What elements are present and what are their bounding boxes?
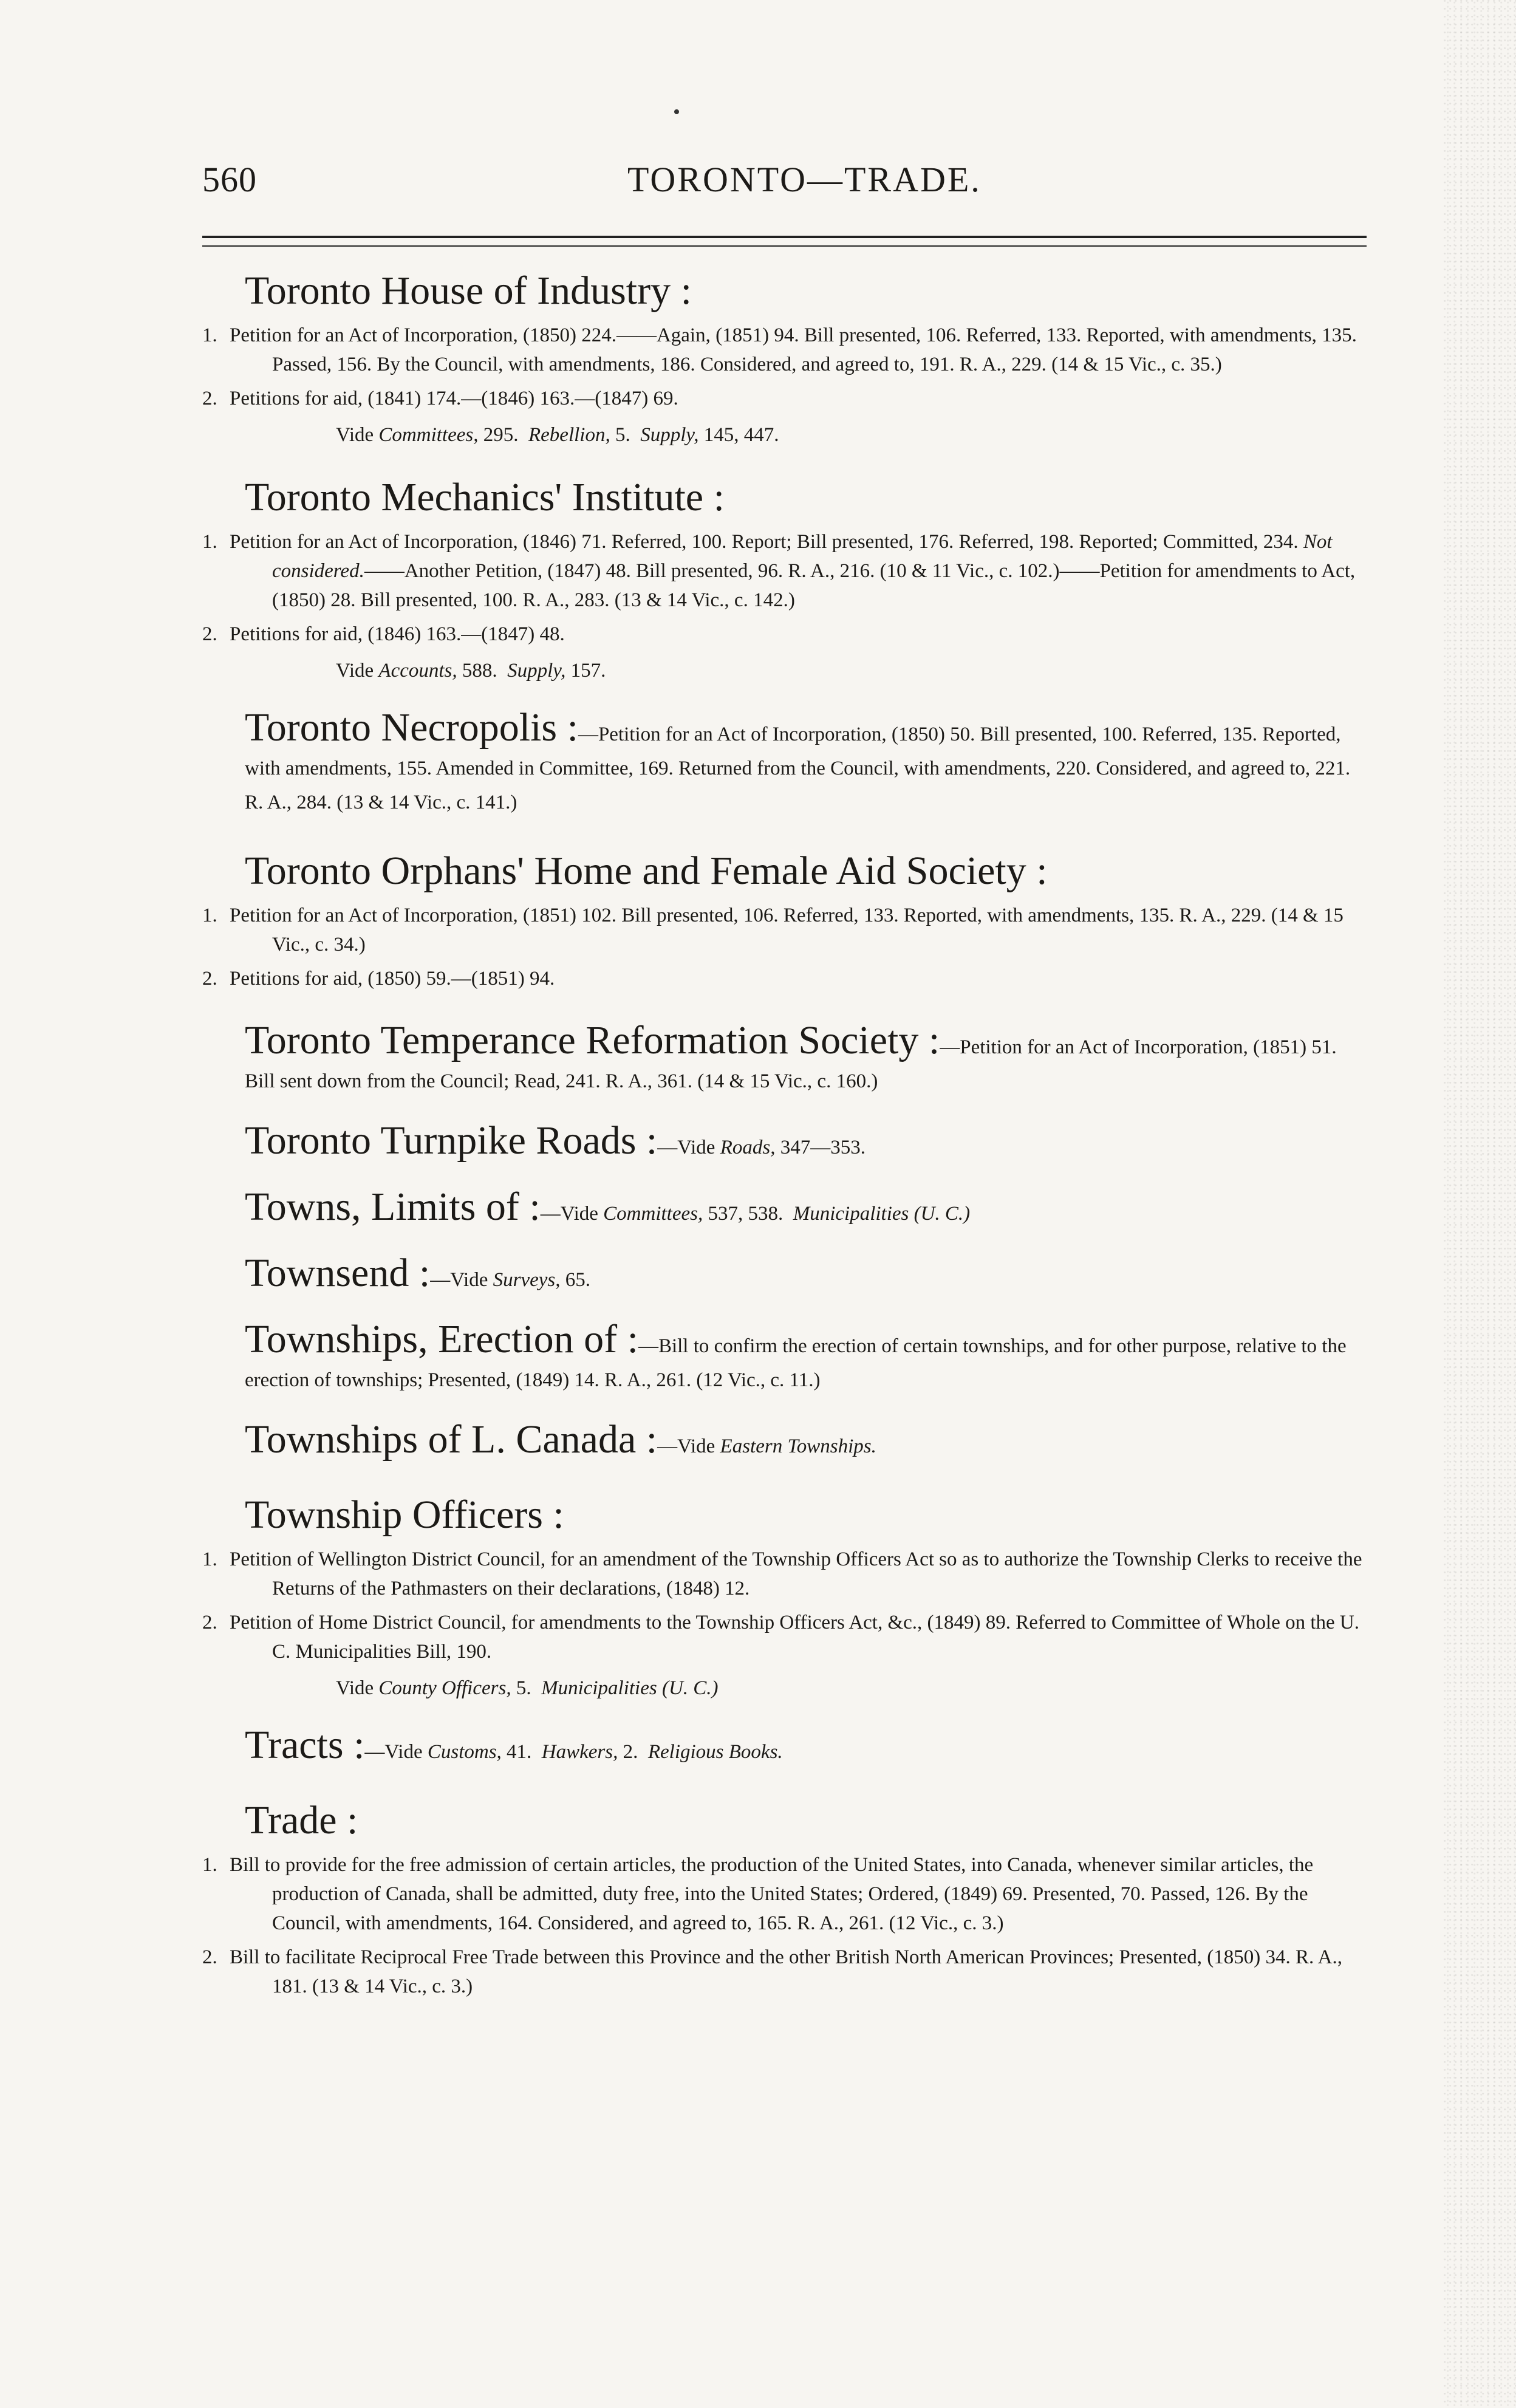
entry-heading: Toronto Mechanics' Institute :: [245, 475, 725, 519]
entry-house-of-industry: [202, 265, 1367, 450]
entry-temperance: Toronto Temperance Reformation Society :—Petition for an Act of Incorporation, (1851) 51. Bill sent down from the Council; Read, 241. R. A., 361. (14 & 15 Vic., c. 160.): [245, 1018, 1337, 1092]
entry-heading: Toronto Orphans' Home and Female Aid Society :: [245, 849, 1048, 893]
page-edge-speckle: [1443, 0, 1516, 2408]
entry-necropolis: Toronto Necropolis :—Petition for an Act of Incorporation, (1850) 50. Bill presented, 100. Referred, 135. Reported, with amendments, 155. Amended in Committee, 169. Returned from the Council, with amendments, 220. Considered, and agreed to, 221. R. A., 284. (13 & 14 Vic., c. 141.): [245, 705, 1351, 813]
cross-reference: Vide Accounts, 588. Supply, 157.: [336, 660, 606, 682]
cross-reference: Vide Committees, 295. Rebellion, 5. Supply, 145, 447.: [336, 424, 779, 446]
entry-orphans-home: [202, 845, 1367, 993]
entry-heading: Toronto Turnpike Roads :: [245, 1118, 658, 1163]
entry-mechanics-institute: [202, 471, 1367, 685]
list-item: 1. Bill to provide for the free admission of certain articles, the production of the United States, into Canada, whenever similar articles, the production of Canada, shall be admitted, duty free, into the United States; Ordered, (1849) 69. Presented, 70. Passed, 126. By the Council, with amendments, 164. Considered, and agreed to, 165. R. A., 261. (12 Vic., c. 3.): [202, 1854, 1314, 1934]
entry-heading: Toronto House of Industry :: [245, 269, 692, 313]
list-item: 2. Petitions for aid, (1846) 163.—(1847) 48.: [202, 623, 565, 645]
list-item: 1. Petition of Wellington District Council, for an amendment of the Township Officers Act so as to authorize the Township Clerks to receive the Returns of the Pathmasters on their declarations, (1848) 12.: [202, 1548, 1362, 1599]
entry-turnpike-roads: Toronto Turnpike Roads :—Vide Roads, 347—353.: [245, 1118, 866, 1163]
list-item: 1. Petition for an Act of Incorporation, (1850) 224.——Again, (1851) 94. Bill presented, 106. Referred, 133. Reported, with amendments, 135. Passed, 156. By the Council, with amendments, 186. Considered, and agreed to, 191. R. A., 229. (14 & 15 Vic., c. 35.): [202, 324, 1357, 375]
printer-mark: [674, 109, 679, 114]
entry-heading: Tracts :: [245, 1723, 365, 1767]
entry-heading: Townships of L. Canada :: [245, 1417, 658, 1462]
entry-township-officers: [202, 1489, 1367, 1703]
entry-heading: Townsend :: [245, 1251, 431, 1295]
index-content: [202, 265, 1367, 2006]
cross-reference: Vide County Officers, 5. Municipalities (U. C.): [336, 1677, 719, 1699]
entry-heading: Trade :: [245, 1798, 358, 1842]
entry-heading: Toronto Temperance Reformation Society :: [245, 1018, 940, 1062]
entry-heading: Townships, Erection of :: [245, 1317, 638, 1361]
entry-tracts: Tracts :—Vide Customs, 41. Hawkers, 2. Religious Books.: [245, 1723, 783, 1767]
list-item: 2. Petitions for aid, (1841) 174.—(1846) 163.—(1847) 69.: [202, 388, 678, 409]
entry-heading: Towns, Limits of :: [245, 1185, 541, 1229]
entry-townships-lower-canada: Townships of L. Canada :—Vide Eastern Townships.: [245, 1417, 876, 1462]
list-item: 2. Petition of Home District Council, for amendments to the Township Officers Act, &c., (1849) 89. Referred to Committee of Whole on the U. C. Municipalities Bill, 190.: [202, 1612, 1360, 1663]
list-item: 1. Petition for an Act of Incorporation, (1851) 102. Bill presented, 106. Referred, 133. Reported, with amendments, 135. R. A., 229. (14 & 15 Vic., c. 34.): [202, 905, 1344, 956]
list-item: 2. Petitions for aid, (1850) 59.—(1851) 94.: [202, 968, 555, 990]
entry-towns-limits: Towns, Limits of :—Vide Committees, 537, 538. Municipalities (U. C.): [245, 1185, 971, 1229]
page-number: 560: [202, 160, 257, 199]
entry-heading: Toronto Necropolis :: [245, 705, 578, 750]
entry-heading: Township Officers :: [245, 1493, 564, 1537]
entry-townships-erection: Townships, Erection of :—Bill to confirm the erection of certain townships, and for other purpose, relative to the erection of townships; Presented, (1849) 14. R. A., 261. (12 Vic., c. 11.): [245, 1317, 1347, 1391]
running-header: [202, 159, 1367, 202]
list-item: 1. Petition for an Act of Incorporation, (1846) 71. Referred, 100. Report; Bill presented, 176. Referred, 198. Reported; Committed, 234. Not considered.——Another Petition, (1847) 48. Bill presented, 96. R. A., 216. (10 & 11 Vic., c. 102.)——Petition for amendments to Act, (1850) 28. Bill presented, 100. R. A., 283. (13 & 14 Vic., c. 142.): [202, 531, 1356, 611]
entry-townsend: Townsend :—Vide Surveys, 65.: [245, 1251, 590, 1295]
running-title: TORONTO—TRADE.: [627, 160, 982, 199]
list-item: 2. Bill to facilitate Reciprocal Free Trade between this Province and the other British North American Provinces; Presented, (1850) 34. R. A., 181. (13 & 14 Vic., c. 3.): [202, 1946, 1343, 1997]
header-rule: [202, 236, 1367, 247]
entry-trade: [202, 1794, 1367, 2001]
